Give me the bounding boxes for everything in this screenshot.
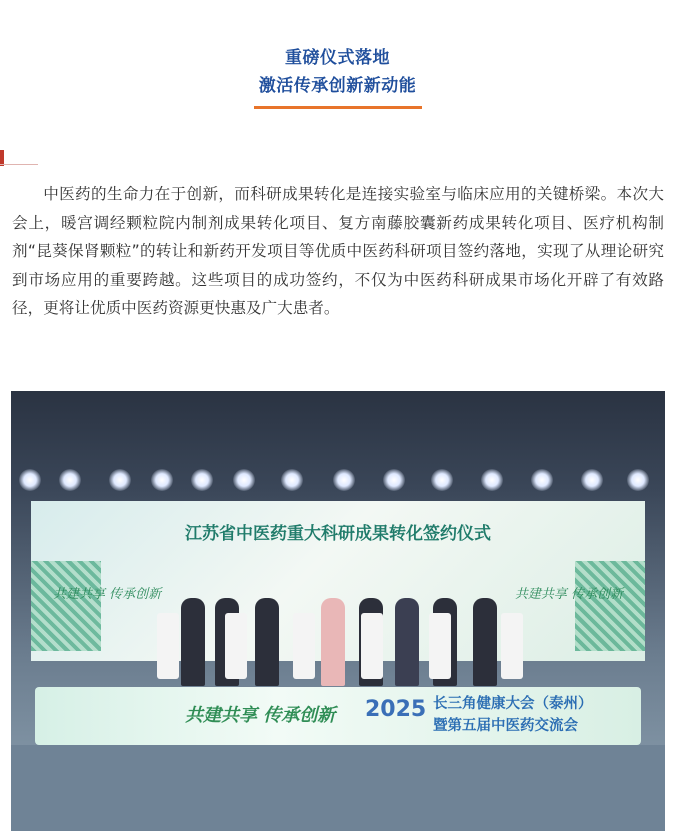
article-heading	[0, 44, 675, 109]
screen-slogan-right: 共建共享 传承创新	[514, 587, 623, 602]
stage-light	[19, 469, 41, 491]
heading-underline	[254, 106, 422, 109]
person	[181, 598, 205, 686]
signing-podium	[501, 613, 523, 679]
stage-light	[59, 469, 81, 491]
stage-lights	[11, 469, 665, 493]
stage-light	[233, 469, 255, 491]
stage-year: 2025	[365, 697, 427, 722]
stage-event-line-2: 暨第五届中医药交流会	[433, 718, 578, 734]
person	[395, 598, 419, 686]
screen-slogan-left: 共建共享 传承创新	[53, 587, 162, 602]
stage-light	[281, 469, 303, 491]
signing-podium	[157, 613, 179, 679]
heading-line-2: 激活传承创新新动能	[258, 76, 417, 96]
stage-light	[151, 469, 173, 491]
stage-light	[627, 469, 649, 491]
stage-front-banner	[35, 687, 641, 745]
stage-light	[333, 469, 355, 491]
stage-event-title	[433, 693, 593, 737]
signing-podium	[361, 613, 383, 679]
signing-podium	[429, 613, 451, 679]
stage-light	[531, 469, 553, 491]
signing-ceremony-photo	[11, 391, 665, 831]
decorative-pattern-left	[31, 561, 101, 651]
stage-light	[109, 469, 131, 491]
stage-light	[581, 469, 603, 491]
signing-podium	[293, 613, 315, 679]
stage-light	[191, 469, 213, 491]
decorative-pattern-right	[575, 561, 645, 651]
person	[321, 598, 345, 686]
screen-title: 江苏省中医药重大科研成果转化签约仪式	[185, 524, 491, 544]
stage-light	[383, 469, 405, 491]
signing-podium	[225, 613, 247, 679]
stage-floor	[11, 745, 665, 831]
article-paragraph: 中医药的生命力在于创新，而科研成果转化是连接实验室与临床应用的关键桥梁。本次大会上，暖宫调经颗粒院内制剂成果转化项目、复方南藤胶囊新药成果转化项目、医疗机构制剂“昆葵保肾颗粒”的转让和新药开发项目等优质中医药科研项目签约落地，实现了从理论研究到市场应用的重要跨越。这些项目的成功签约，不仅为中医药科研成果市场化开辟了有效路径，更将让优质中医药资源更快惠及广大患者。	[12, 185, 664, 317]
heading-line-1: 重磅仪式落地	[285, 48, 390, 68]
section-corner-line	[0, 164, 38, 165]
stage-event-line-1: 长三角健康大会（泰州）	[433, 696, 593, 712]
stage-slogan: 共建共享 传承创新	[185, 705, 336, 726]
person	[473, 598, 497, 686]
person	[255, 598, 279, 686]
stage-light	[481, 469, 503, 491]
stage-light	[431, 469, 453, 491]
